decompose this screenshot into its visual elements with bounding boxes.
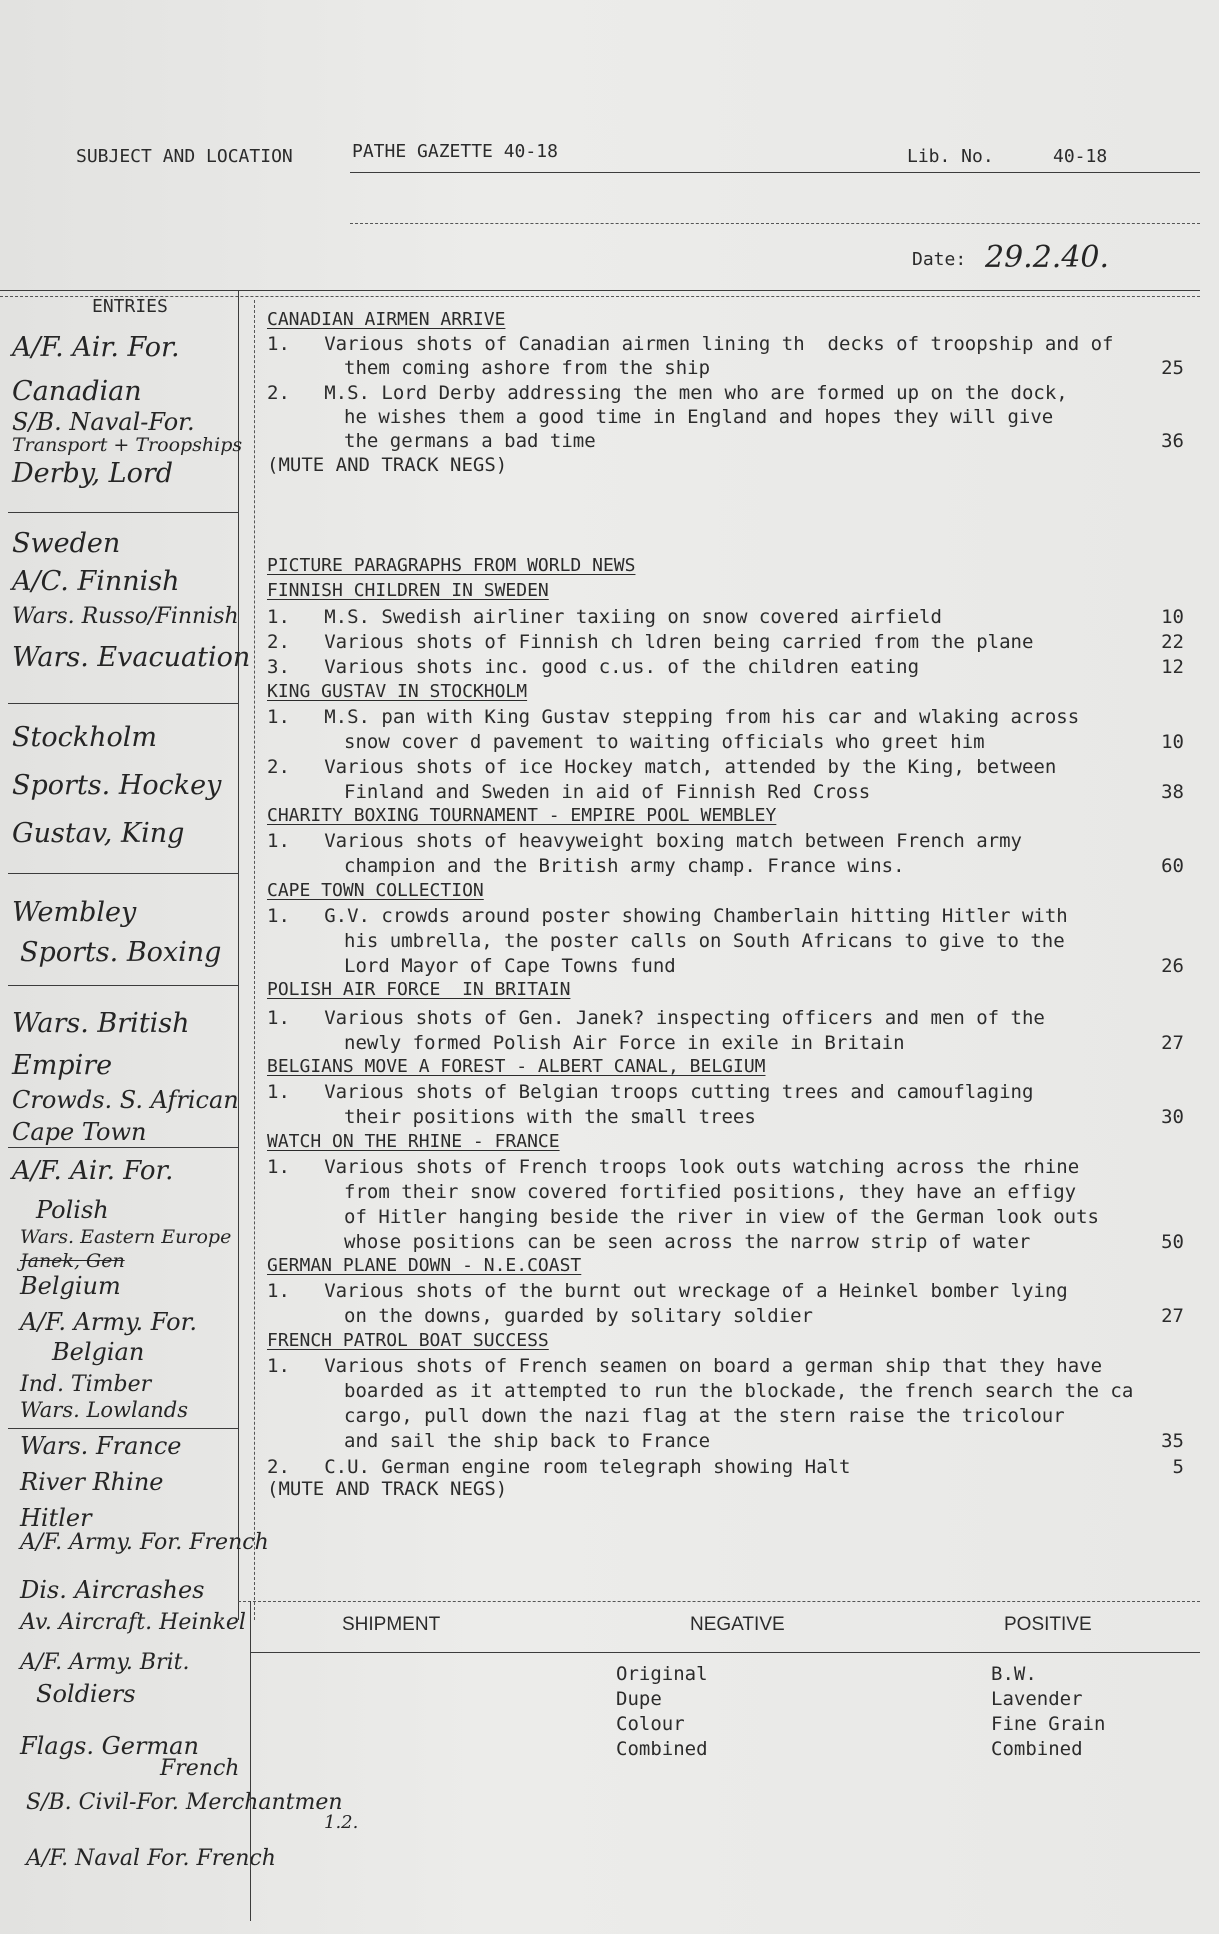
negative-option: Colour: [616, 1713, 685, 1735]
footer-left-rule: [250, 1601, 251, 1921]
story-line: Finland and Sweden in aid of Finnish Red Cross: [344, 781, 871, 803]
entries-divider: [8, 703, 238, 704]
story-line: them coming ashore from the ship: [344, 357, 711, 379]
story-line: his umbrella, the poster calls on South Africans to give to the: [344, 930, 1065, 952]
entry-item: Wars. Russo/Finnish: [12, 604, 239, 629]
entries-column-divider-dash: [254, 300, 255, 1620]
story-line: the germans a bad time: [344, 430, 596, 452]
story-line: he wishes them a good time in England and hopes they will give: [344, 406, 1054, 428]
entry-item: Derby, Lord: [12, 458, 174, 489]
entry-item: French: [160, 1756, 240, 1781]
story-line: 1. Various shots of French troops look outs watching across the rhine: [267, 1156, 1080, 1178]
story-line: 1. Various shots of the burnt out wreckage of a Heinkel bomber lying: [267, 1280, 1068, 1302]
entry-item: Wars. Lowlands: [20, 1398, 188, 1422]
entry-item: Wembley: [12, 897, 137, 928]
entry-item: Wars. Eastern Europe: [20, 1226, 232, 1248]
story-line: 1. Various shots of Canadian airmen lining th decks of troopship and of: [267, 333, 1114, 355]
entry-item: A/F. Army. For.: [20, 1308, 198, 1336]
entry-item: Av. Aircraft. Heinkel: [20, 1610, 246, 1635]
footage-number: 38: [1161, 781, 1184, 803]
entry-item: Belgian: [52, 1338, 145, 1366]
entry-item: Wars. British: [12, 1008, 190, 1039]
entries-divider: [8, 873, 238, 874]
entries-divider: [8, 1428, 238, 1429]
story-line: whose positions can be seen across the narrow strip of water: [344, 1231, 1031, 1253]
entry-item: A/F. Air. For.: [12, 1156, 174, 1186]
entry-item: Empire: [12, 1050, 113, 1081]
story-title: GERMAN PLANE DOWN - N.E.COAST: [267, 1255, 582, 1276]
story-line: 1. M.S. Swedish airliner taxiing on snow covered airfield: [267, 606, 942, 628]
entry-item: River Rhine: [20, 1468, 164, 1496]
entries-column-divider: [238, 290, 239, 1620]
footage-number: 27: [1161, 1032, 1184, 1054]
entry-item: A/C. Finnish: [12, 566, 180, 597]
story-line: 1. Various shots of heavyweight boxing match between French army: [267, 830, 1022, 852]
story-line: 2. Various shots of ice Hockey match, attended by the King, between: [267, 756, 1057, 778]
story-line: of Hitler hanging beside the river in view of the German look outs: [344, 1206, 1099, 1228]
lib-label: Lib. No.: [907, 146, 994, 167]
subject-value: PATHE GAZETTE 40-18: [352, 141, 558, 162]
story-title: WATCH ON THE RHINE - FRANCE: [267, 1131, 560, 1152]
footage-number: 27: [1161, 1305, 1184, 1327]
story-title: FINNISH CHILDREN IN SWEDEN: [267, 580, 549, 601]
footage-number: 50: [1161, 1231, 1184, 1253]
story-line: 1. Various shots of Gen. Janek? inspecting officers and men of the: [267, 1007, 1045, 1029]
story-title: KING GUSTAV IN STOCKHOLM: [267, 681, 528, 702]
shipment-label: SHIPMENT: [342, 1614, 441, 1635]
footage-number: 10: [1161, 731, 1184, 753]
entry-item: Cape Town: [12, 1118, 147, 1146]
footer-top-rule: [238, 1601, 1200, 1602]
footage-number: 10: [1161, 606, 1184, 628]
footage-number: 12: [1161, 656, 1184, 678]
story-line: boarded as it attempted to run the blockade, the french search the ca: [344, 1380, 1134, 1402]
footage-number: 60: [1161, 855, 1184, 877]
story-line: Lord Mayor of Cape Towns fund: [344, 955, 676, 977]
entry-item: Ind. Timber: [20, 1372, 152, 1397]
story-title: POLISH AIR FORCE IN BRITAIN: [267, 979, 571, 1000]
story-line: 2. M.S. Lord Derby addressing the men who are formed up on the dock,: [267, 382, 1068, 404]
positive-option: Fine Grain: [991, 1713, 1106, 1735]
footage-number: 30: [1161, 1106, 1184, 1128]
entry-item: A/F. Naval For. French: [26, 1846, 276, 1871]
story-title: FRENCH PATROL BOAT SUCCESS: [267, 1330, 549, 1351]
entry-item: Belgium: [20, 1272, 121, 1300]
entries-divider: [8, 1147, 238, 1148]
entry-item: Janek, Gen: [20, 1250, 125, 1272]
entry-item: Soldiers: [36, 1680, 136, 1708]
entry-item: S/B. Civil-For. Merchantmen: [26, 1790, 343, 1815]
entries-heading: ENTRIES: [92, 296, 168, 317]
story-line: and sail the ship back to France: [344, 1430, 711, 1452]
story-line: champion and the British army champ. France wins.: [344, 855, 905, 877]
entry-item: Sweden: [12, 528, 121, 559]
negative-option: Original: [616, 1663, 708, 1685]
story-line: 1. G.V. crowds around poster showing Chamberlain hitting Hitler with: [267, 905, 1068, 927]
story-line: 2. Various shots of Finnish ch ldren being carried from the plane: [267, 631, 1034, 653]
story-title: CHARITY BOXING TOURNAMENT - EMPIRE POOL WEMBLEY: [267, 805, 777, 826]
entry-item: S/B. Naval-For.: [12, 408, 195, 436]
entries-divider: [8, 512, 238, 513]
lib-value: 40-18: [1053, 146, 1108, 167]
section-heading: PICTURE PARAGRAPHS FROM WORLD NEWS: [267, 555, 636, 576]
entry-item: Sports. Boxing: [20, 937, 222, 968]
story-line: 3. Various shots inc. good c.us. of the children eating: [267, 656, 920, 678]
table-top-dash: [0, 296, 1200, 297]
story-line: on the downs, guarded by solitary soldier: [344, 1305, 813, 1327]
footage-number: 5: [1172, 1456, 1184, 1478]
story-title: BELGIANS MOVE A FOREST - ALBERT CANAL, BELGIUM: [267, 1056, 766, 1077]
entry-item: A/F. Army. Brit.: [20, 1650, 190, 1675]
negative-option: Dupe: [616, 1688, 662, 1710]
positive-option: Combined: [991, 1738, 1083, 1760]
footage-number: 26: [1161, 955, 1184, 977]
entry-item: Wars. Evacuation: [12, 642, 251, 673]
header-dash-rule: [350, 223, 1200, 224]
footage-number: 22: [1161, 631, 1184, 653]
table-top-rule: [0, 290, 1200, 291]
entry-item: Sports. Hockey: [12, 770, 222, 801]
entry-item: Flags. German: [20, 1732, 199, 1760]
entry-item: Hitler: [20, 1504, 92, 1532]
story-line: cargo, pull down the nazi flag at the stern raise the tricolour: [344, 1405, 1065, 1427]
entries-divider: [8, 985, 238, 986]
footage-number: 36: [1161, 430, 1184, 452]
entry-item: Wars. France: [20, 1432, 182, 1460]
story-line: 1. M.S. pan with King Gustav stepping from his car and wlaking across: [267, 706, 1080, 728]
entry-item: A/F. Army. For. French: [20, 1530, 269, 1555]
story-line: 1. Various shots of Belgian troops cutting trees and camouflaging: [267, 1081, 1034, 1103]
story-title: CAPE TOWN COLLECTION: [267, 880, 484, 901]
positive-label: POSITIVE: [1004, 1614, 1092, 1635]
negs-note: (MUTE AND TRACK NEGS): [267, 454, 508, 476]
story-line: from their snow covered fortified positions, they have an effigy: [344, 1181, 1077, 1203]
story-line: 1. Various shots of French seamen on board a german ship that they have: [267, 1355, 1103, 1377]
footage-number: 35: [1161, 1430, 1184, 1452]
positive-option: B.W.: [991, 1663, 1037, 1685]
positive-option: Lavender: [991, 1688, 1083, 1710]
entry-item: Dis. Aircrashes: [20, 1576, 205, 1604]
entry-item: Stockholm: [12, 722, 157, 753]
date-value: 29.2.40.: [985, 240, 1110, 275]
negative-label: NEGATIVE: [690, 1614, 785, 1635]
footer-header-rule: [250, 1652, 1200, 1653]
footage-number: 25: [1161, 357, 1184, 379]
story-line: their positions with the small trees: [344, 1106, 756, 1128]
story-line: 2. C.U. German engine room telegraph showing Halt: [267, 1456, 851, 1478]
negative-option: Combined: [616, 1738, 708, 1760]
date-label: Date:: [912, 249, 967, 270]
entry-item: Polish: [36, 1196, 109, 1224]
story-title: CANADIAN AIRMEN ARRIVE: [267, 309, 506, 330]
story-line: newly formed Polish Air Force in exile in Britain: [344, 1032, 905, 1054]
entry-item: Crowds. S. African: [12, 1086, 239, 1114]
entry-item: 1.2.: [324, 1812, 359, 1833]
subject-label: SUBJECT AND LOCATION: [76, 146, 293, 167]
entry-item: Canadian: [12, 376, 142, 407]
negs-note: (MUTE AND TRACK NEGS): [267, 1478, 508, 1500]
story-line: snow cover d pavement to waiting officials who greet him: [344, 731, 985, 753]
header-rule: [350, 172, 1200, 173]
entry-item: Transport + Troopships: [12, 434, 243, 456]
entry-item: A/F. Air. For.: [12, 332, 180, 363]
entry-item: Gustav, King: [12, 818, 185, 849]
